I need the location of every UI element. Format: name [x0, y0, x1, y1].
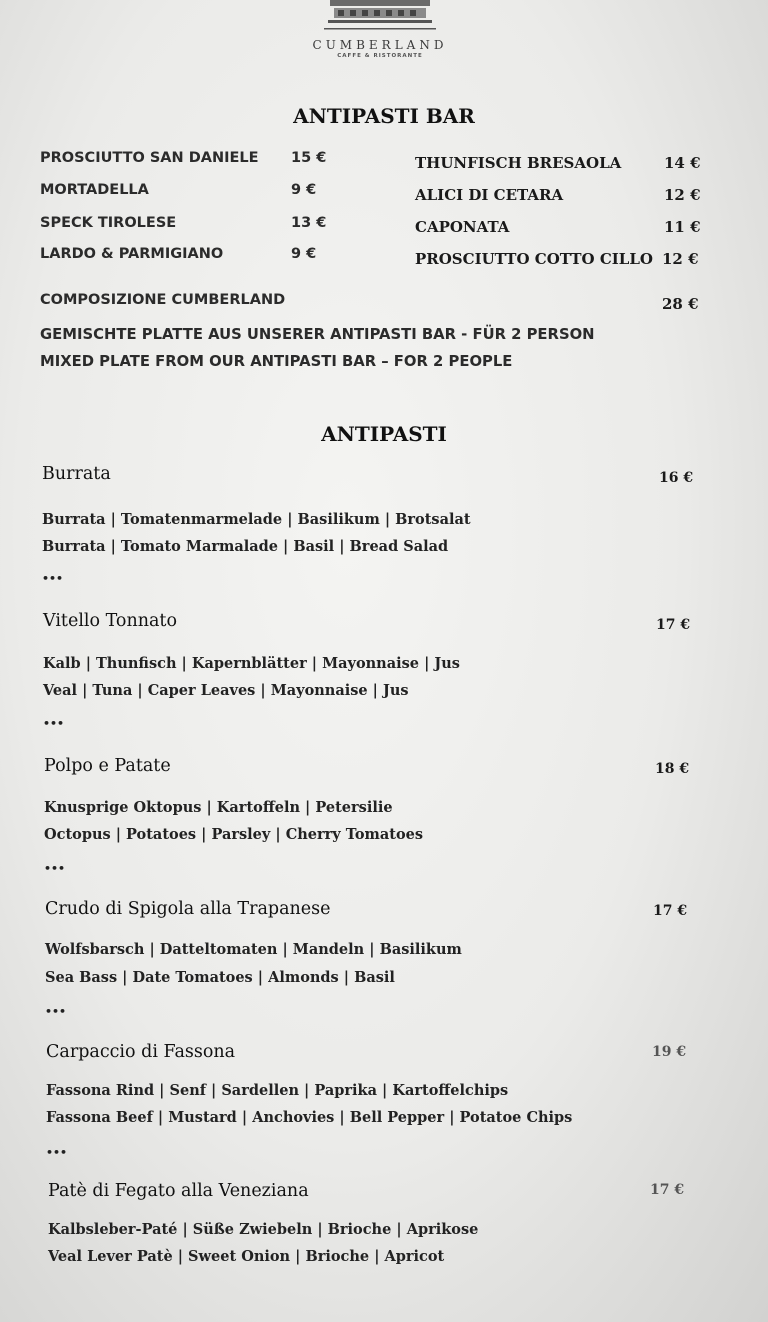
dish-desc-de: Kalbsleber-Paté | Süße Zwiebeln | Brioche | Aprikose — [48, 1221, 479, 1238]
bar-item-price: 11 € — [664, 218, 701, 236]
dish-name: Patè di Fegato alla Veneziana — [48, 1181, 309, 1201]
dish-separator: ••• — [44, 862, 66, 875]
dish-price: 17 € — [653, 903, 688, 919]
composition-name: COMPOSIZIONE CUMBERLAND — [40, 292, 286, 308]
dish-desc-de: Fassona Rind | Senf | Sardellen | Paprika | Kartoffelchips — [46, 1082, 509, 1099]
dish-desc-en: Burrata | Tomato Marmalade | Basil | Bread Salad — [42, 538, 449, 555]
bar-item-price: 12 € — [664, 186, 701, 204]
bar-item-name: MORTADELLA — [40, 182, 149, 198]
dish-desc-de: Wolfsbarsch | Datteltomaten | Mandeln | Basilikum — [45, 941, 462, 958]
bar-item-name: PROSCIUTTO COTTO CILLO — [415, 250, 653, 268]
composition-desc-de: GEMISCHTE PLATTE AUS UNSERER ANTIPASTI BAR - FÜR 2 PERSON — [40, 326, 595, 343]
composition-desc-en: MIXED PLATE FROM OUR ANTIPASTI BAR – FOR 2 PEOPLE — [40, 353, 513, 370]
dish-separator: ••• — [42, 572, 64, 585]
logo-name: CUMBERLAND — [312, 38, 448, 52]
logo-subtitle: CAFFE & RISTORANTE — [337, 53, 423, 59]
dish-separator: ••• — [45, 1005, 67, 1018]
bar-item-name: LARDO & PARMIGIANO — [40, 246, 224, 262]
bar-item-price: 9 € — [291, 182, 317, 198]
dish-price: 17 € — [650, 1182, 685, 1198]
antipasti-bar-title: ANTIPASTI BAR — [293, 104, 475, 128]
dish-name: Burrata — [42, 464, 111, 484]
dish-price: 19 € — [652, 1044, 687, 1060]
dish-desc-en: Octopus | Potatoes | Parsley | Cherry Tomatoes — [44, 826, 424, 843]
dish-desc-en: Sea Bass | Date Tomatoes | Almonds | Basil — [45, 969, 395, 986]
bar-item-name: SPECK TIROLESE — [40, 215, 177, 231]
restaurant-logo — [300, 0, 460, 62]
dish-name: Crudo di Spigola alla Trapanese — [45, 899, 331, 919]
bar-item-price: 15 € — [291, 150, 327, 166]
dish-desc-en: Veal | Tuna | Caper Leaves | Mayonnaise | Jus — [43, 682, 409, 699]
dish-name: Vitello Tonnato — [43, 611, 178, 631]
dish-price: 16 € — [659, 470, 694, 486]
dish-name: Carpaccio di Fassona — [46, 1042, 236, 1062]
bar-item-name: CAPONATA — [415, 218, 510, 236]
dish-desc-de: Kalb | Thunfisch | Kapernblätter | Mayonnaise | Jus — [43, 655, 460, 672]
dish-separator: ••• — [46, 1146, 68, 1159]
composition-price: 28 € — [662, 295, 699, 313]
dish-separator: ••• — [43, 717, 65, 730]
dish-price: 17 € — [656, 617, 691, 633]
antipasti-title: ANTIPASTI — [321, 422, 447, 446]
bar-item-name: ALICI DI CETARA — [415, 186, 564, 204]
dish-desc-de: Burrata | Tomatenmarmelade | Basilikum | Brotsalat — [42, 511, 471, 528]
bar-item-name: THUNFISCH BRESAOLA — [415, 154, 622, 172]
dish-desc-de: Knusprige Oktopus | Kartoffeln | Petersilie — [44, 799, 393, 816]
bar-item-price: 12 € — [662, 250, 699, 268]
bar-item-price: 9 € — [291, 246, 317, 262]
building-emblem-icon — [324, 0, 436, 30]
dish-desc-en: Veal Lever Patè | Sweet Onion | Brioche | Apricot — [48, 1248, 445, 1265]
dish-name: Polpo e Patate — [44, 756, 171, 776]
dish-price: 18 € — [655, 761, 690, 777]
bar-item-name: PROSCIUTTO SAN DANIELE — [40, 150, 259, 166]
dish-desc-en: Fassona Beef | Mustard | Anchovies | Bell Pepper | Potatoe Chips — [46, 1109, 573, 1126]
bar-item-price: 13 € — [291, 215, 327, 231]
bar-item-price: 14 € — [664, 154, 701, 172]
